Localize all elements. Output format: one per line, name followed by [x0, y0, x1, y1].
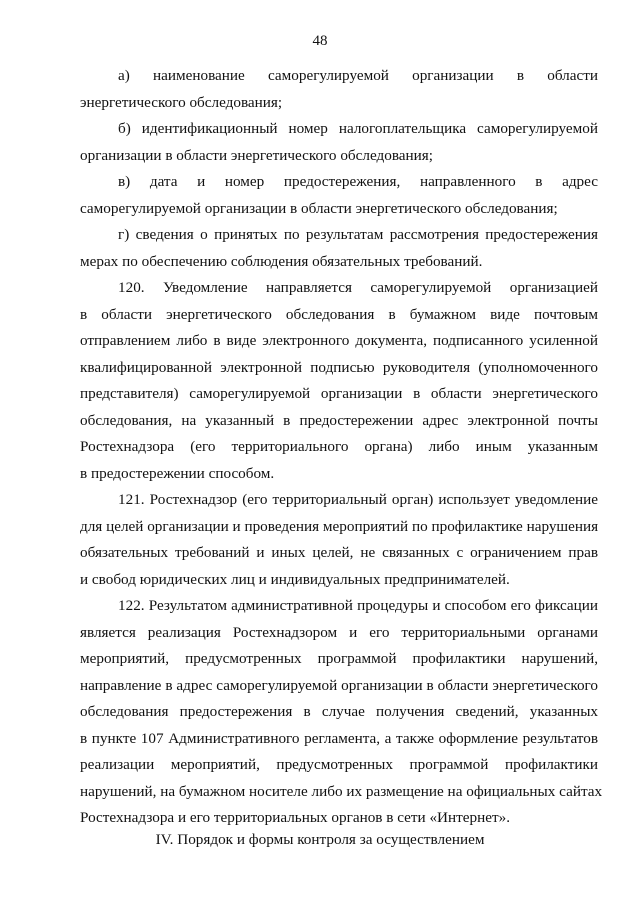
text-line: 122. Результатом административной процедуры и способом его фиксации — [118, 597, 598, 614]
text-line: в предостережении способом. — [80, 464, 275, 482]
text-line: в) дата и номер предостережения, направленного в адрес — [118, 173, 598, 190]
text-line: обязательных требований и иных целей, не связанных с ограничением прав — [80, 544, 598, 561]
text-line: отправлением либо в виде электронного документа, подписанного усиленной — [80, 332, 598, 349]
paragraph-item-v — [80, 169, 598, 222]
text-line: в области энергетического обследования в бумажном виде почтовым — [80, 305, 598, 323]
text-line: саморегулируемой организации в области энергетического обследования; — [80, 199, 558, 217]
text-line: нарушений, на бумажном носителе либо их размещение на официальных сайтах — [80, 782, 603, 800]
text-line: и свобод юридических лиц и индивидуальных предпринимателей. — [80, 570, 510, 588]
page-number: 48 — [312, 33, 328, 49]
text-line: в пункте 107 Административного регламента, а также оформление результатов — [80, 729, 598, 747]
text-line: мерах по обеспечению соблюдения обязательных требований. — [80, 252, 483, 270]
paragraph-clause-120 — [80, 275, 598, 487]
paragraph-item-a — [80, 63, 598, 116]
text-line: обследования, на указанный в предостережении адрес электронной почты — [80, 411, 598, 429]
text-line: 120. Уведомление направляется саморегулируемой организацией — [118, 279, 598, 296]
text-line: энергетического обследования; — [80, 93, 283, 111]
text-line: мероприятий, предусмотренных программой профилактики нарушений, — [80, 650, 598, 667]
text-line: является реализация Ростехнадзором и его территориальными органами — [80, 623, 598, 641]
text-line: представителя) саморегулируемой организации в области энергетического — [80, 385, 598, 402]
text-line: направление в адрес саморегулируемой организации в области энергетического — [80, 676, 598, 694]
paragraph-item-g — [80, 222, 598, 275]
paragraph-clause-122 — [80, 593, 603, 832]
text-line: Ростехнадзора (его территориального органа) либо иным указанным — [80, 438, 598, 455]
text-line: а) наименование саморегулируемой организации в области — [118, 67, 598, 84]
paragraph-clause-121 — [80, 487, 598, 593]
text-line: организации в области энергетического обследования; — [80, 146, 433, 164]
text-line: г) сведения о принятых по результатам рассмотрения предостережения — [118, 226, 598, 243]
text-line: квалифицированной электронной подписью руководителя (уполномоченного — [80, 358, 598, 376]
paragraph-item-b — [80, 116, 598, 169]
text-line: б) идентификационный номер налогоплательщика саморегулируемой — [118, 120, 598, 137]
text-line: для целей организации и проведения мероприятий по профилактике нарушения — [80, 517, 599, 535]
text-line: Ростехнадзора и его территориальных органов в сети «Интернет». — [80, 809, 511, 826]
text-line: обследования предостережения в случае получения сведений, указанных — [80, 703, 598, 720]
text-line: реализации мероприятий, предусмотренных программой профилактики — [80, 756, 598, 773]
document-body — [80, 63, 603, 832]
section-heading: IV. Порядок и формы контроля за осуществлением — [155, 831, 485, 848]
text-line: 121. Ростехнадзор (его территориальный орган) использует уведомление — [118, 491, 598, 508]
